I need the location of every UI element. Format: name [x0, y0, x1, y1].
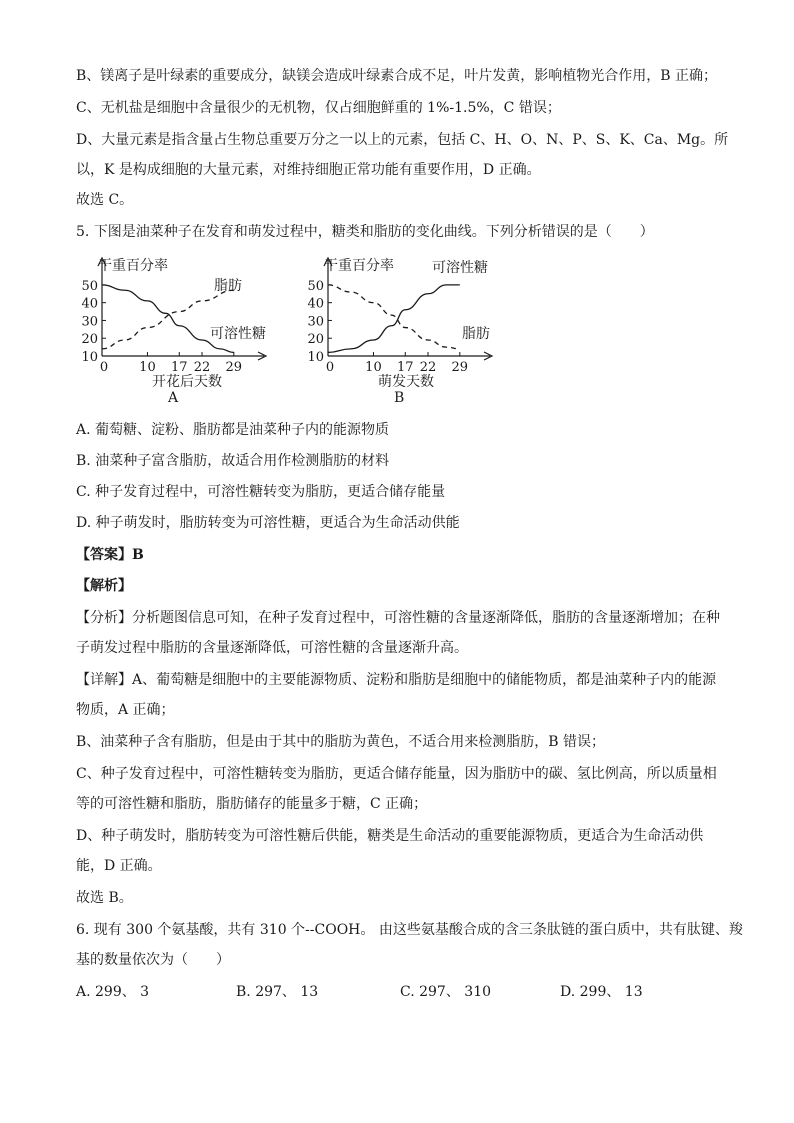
- prev-answer-conclusion: 故选 C。: [76, 192, 134, 208]
- q5-explain-line-1: 【分析】分析题图信息可知，在种子发育过程中，可溶性糖的含量逐渐降低，脂肪的含量逐渐增加；在种: [76, 610, 720, 626]
- q5-option-c: C. 种子发育过程中，可溶性糖转变为脂肪，更适合储存能量: [76, 484, 446, 500]
- q5-answer: 【答案】B: [76, 547, 144, 563]
- chart-b-y-tick-label: 30: [307, 314, 324, 330]
- q5-figure: [76, 252, 516, 410]
- chart-a-y-tick-label: 20: [81, 332, 98, 348]
- chart-b-series-fat-line: [328, 285, 460, 349]
- chart-a-series-label: 脂肪: [214, 278, 242, 294]
- q6-stem-line-2: 基的数量依次为（ ）: [76, 952, 230, 968]
- q5-explain-line-2: 子萌发过程中脂肪的含量逐渐降低，可溶性糖的含量逐渐升高。: [76, 640, 468, 656]
- q5-explain-line-6: C、种子发育过程中，可溶性糖转变为脂肪，更适合储存能量，因为脂肪中的碳、氢比例高，所以质量相: [76, 766, 717, 782]
- chart-b-x-tick-label: 22: [419, 360, 437, 375]
- q5-analysis-label: 【解析】: [76, 578, 132, 594]
- chart-a-ylabel: 干重百分率: [98, 258, 168, 274]
- chart-b-y-tick-label: 40: [307, 296, 324, 312]
- chart-a: [81, 258, 266, 406]
- q5-stem: 5. 下图是油菜种子在发育和萌发过程中，糖类和脂肪的变化曲线。下列分析错误的是（ ）: [76, 224, 654, 240]
- chart-b-x-tick-label: 29: [451, 360, 469, 375]
- chart-a-title: A: [168, 390, 179, 406]
- chart-a-x-tick-label: 17: [170, 360, 188, 375]
- chart-b-x-tick-label: 0: [325, 360, 335, 375]
- q6-option-c: C. 297、 310: [400, 984, 492, 1000]
- prev-answer-line-2: C、无机盐是细胞中含量很少的无机物，仅占细胞鲜重的 1%-1.5%，C 错误；: [76, 100, 561, 116]
- chart-b-y-tick-label: 20: [307, 332, 324, 348]
- q6-option-b: B. 297、 13: [236, 984, 319, 1000]
- chart-a-y-tick-label: 10: [81, 350, 98, 365]
- chart-b-series-label: 脂肪: [462, 326, 490, 342]
- chart-b-ylabel: 干重百分率: [324, 258, 394, 274]
- chart-b-title: B: [394, 390, 405, 406]
- q6-option-d: D. 299、 13: [560, 984, 643, 1000]
- q5-option-b: B. 油菜种子富含脂肪，故适合用作检测脂肪的材料: [76, 453, 390, 469]
- q5-explain-line-4: 物质，A 正确；: [76, 702, 175, 718]
- q5-explain-line-9: 能，D 正确。: [76, 858, 162, 874]
- chart-b-y-tick-label: 50: [307, 278, 324, 294]
- q6-stem-line-1: 6. 现有 300 个氨基酸，共有 310 个--COOH。 由这些氨基酸合成的含三条肽链的蛋白质中，共有肽键、羧: [76, 922, 743, 938]
- q5-explain-line-5: B、油菜种子含有脂肪，但是由于其中的脂肪为黄色，不适合用来检测脂肪，B 错误；: [76, 734, 606, 750]
- chart-b-x-tick-label: 17: [396, 360, 414, 375]
- chart-a-y-tick-label: 30: [81, 314, 98, 330]
- chart-a-x-tick-label: 22: [193, 360, 211, 375]
- chart-a-xlabel: 开花后天数: [152, 374, 222, 390]
- q5-explain-line-3: 【详解】A、葡萄糖是细胞中的主要能源物质、淀粉和脂肪是细胞中的储能物质，都是油菜种子内的能源: [76, 672, 717, 688]
- chart-a-x-tick-label: 0: [99, 360, 109, 375]
- prev-answer-line-1: B、镁离子是叶绿素的重要成分，缺镁会造成叶绿素合成不足，叶片发黄，影响植物光合作用，B 正确；: [76, 68, 718, 84]
- chart-a-y-tick-label: 40: [81, 296, 98, 312]
- chart-b-xlabel: 萌发天数: [378, 374, 434, 390]
- chart-a-series-sugar-line: [102, 285, 234, 353]
- chart-b-y-tick-label: 10: [307, 350, 324, 365]
- chart-a-x-tick-label: 29: [225, 360, 243, 375]
- chart-a-series-label: 可溶性糖: [210, 326, 266, 342]
- chart-b-series-label: 可溶性糖: [432, 260, 488, 276]
- prev-answer-line-4: 以，K 是构成细胞的大量元素，对维持细胞正常功能有重要作用，D 正确。: [76, 162, 541, 178]
- q5-explain-line-8: D、种子萌发时，脂肪转变为可溶性糖后供能，糖类是生命活动的重要能源物质，更适合为生命活动供: [76, 828, 704, 844]
- chart-a-x-tick-label: 10: [139, 360, 156, 375]
- chart-b: [307, 258, 492, 406]
- q6-option-a: A. 299、 3: [76, 984, 150, 1000]
- q5-explain-line-7: 等的可溶性糖和脂肪，脂肪储存的能量多于糖，C 正确；: [76, 796, 428, 812]
- chart-b-x-tick-label: 10: [365, 360, 382, 375]
- chart-b-series-sugar-line: [328, 285, 460, 353]
- q5-option-d: D. 种子萌发时，脂肪转变为可溶性糖，更适合为生命活动供能: [76, 515, 460, 531]
- q5-conclusion: 故选 B。: [76, 890, 133, 906]
- q5-option-a: A. 葡萄糖、淀粉、脂肪都是油菜种子内的能源物质: [76, 422, 390, 438]
- chart-a-y-tick-label: 50: [81, 278, 98, 294]
- prev-answer-line-3: D、大量元素是指含量占生物总重要万分之一以上的元素，包括 C、H、O、N、P、S、K、Ca、Mg。所: [76, 132, 729, 148]
